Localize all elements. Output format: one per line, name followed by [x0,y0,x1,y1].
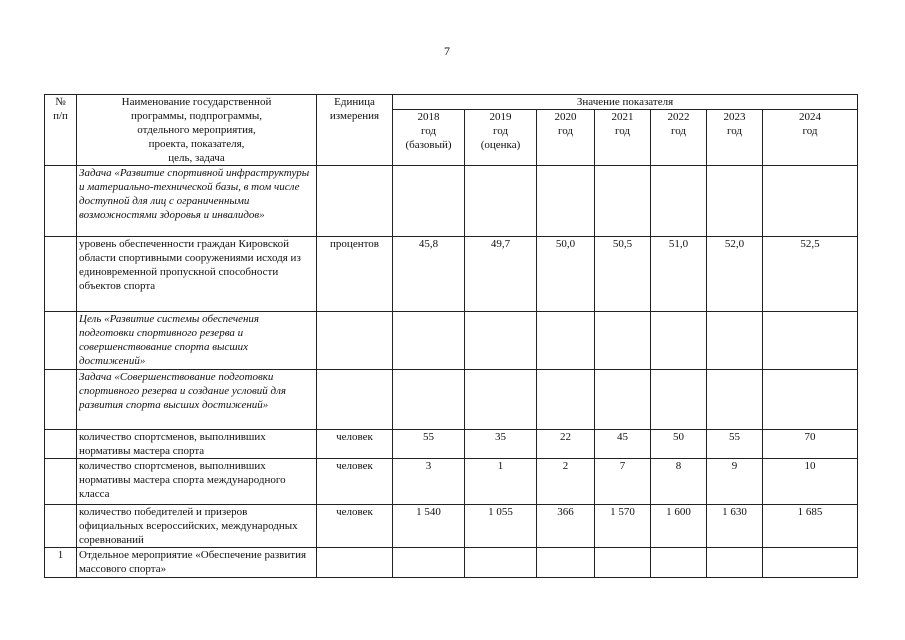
value-2018: 55 [393,430,465,459]
value-2018: 1 540 [393,505,465,548]
value-2021: 1 570 [595,505,651,548]
header-year-2019: 2019 год (оценка) [465,110,537,166]
row-name: Задача «Развитие спортивной инфраструктуры и материально-технической базы, в том числе доступной для лиц с ограниченными возможностями здоровья и инвалидов» [77,166,317,237]
row-name: количество спортсменов, выполнивших нормативы мастера спорта международного класса [77,459,317,505]
row-unit: человек [317,430,393,459]
value-2018: 45,8 [393,237,465,312]
table-row [45,166,858,237]
row-name: количество победителей и призеров официальных всероссийских, международных соревнований [77,505,317,548]
value-2024: 70 [763,430,858,459]
table-row [45,237,858,312]
header-unit: Единица измерения [317,95,393,166]
header-num: № п/п [45,95,77,166]
value-2020: 366 [537,505,595,548]
value-2023: 52,0 [707,237,763,312]
value-2020: 22 [537,430,595,459]
row-num [45,459,77,505]
header-year-2018: 2018 год (базовый) [393,110,465,166]
header-row [45,95,858,110]
value-2020: 50,0 [537,237,595,312]
table-row [45,370,858,430]
value-2019: 35 [465,430,537,459]
header-year-2024: 2024 год [763,110,858,166]
header-year-2021: 2021 год [595,110,651,166]
row-num [45,370,77,430]
table-row [45,505,858,548]
row-unit: человек [317,459,393,505]
row-unit: человек [317,505,393,548]
header-name: Наименование государственной программы, подпрограммы, отдельного мероприятия, проекта, показателя, цель, задача [77,95,317,166]
header-year-2020: 2020 год [537,110,595,166]
value-2022: 50 [651,430,707,459]
header-value-group: Значение показателя [393,95,858,110]
row-num [45,430,77,459]
page-number: 7 [444,44,450,58]
value-2021: 7 [595,459,651,505]
value-2023: 1 630 [707,505,763,548]
value-2023: 9 [707,459,763,505]
table-row [45,459,858,505]
value-2019: 1 055 [465,505,537,548]
table-row [45,430,858,459]
value-2019: 49,7 [465,237,537,312]
row-num [45,166,77,237]
value-2020: 2 [537,459,595,505]
value-2018: 3 [393,459,465,505]
value-2023: 55 [707,430,763,459]
value-2022: 8 [651,459,707,505]
row-num [45,312,77,370]
value-2024: 1 685 [763,505,858,548]
row-name: Отдельное мероприятие «Обеспечение развития массового спорта» [77,548,317,578]
header-year-2022: 2022 год [651,110,707,166]
row-num [45,237,77,312]
row-num: 1 [45,548,77,578]
value-2022: 51,0 [651,237,707,312]
indicators-table [44,94,858,578]
value-2022: 1 600 [651,505,707,548]
value-2021: 45 [595,430,651,459]
table-row [45,312,858,370]
value-2019: 1 [465,459,537,505]
row-name: Задача «Совершенствование подготовки спортивного резерва и создание условий для развития спорта высших достижений» [77,370,317,430]
header-year-2023: 2023 год [707,110,763,166]
value-2024: 10 [763,459,858,505]
row-name: уровень обеспеченности граждан Кировской области спортивными сооружениями исходя из единовременной пропускной способности объектов спорта [77,237,317,312]
row-num [45,505,77,548]
value-2021: 50,5 [595,237,651,312]
row-name: Цель «Развитие системы обеспечения подготовки спортивного резерва и совершенствование спорта высших достижений» [77,312,317,370]
row-unit: процентов [317,237,393,312]
row-name: количество спортсменов, выполнивших нормативы мастера спорта [77,430,317,459]
table-row [45,548,858,578]
value-2024: 52,5 [763,237,858,312]
